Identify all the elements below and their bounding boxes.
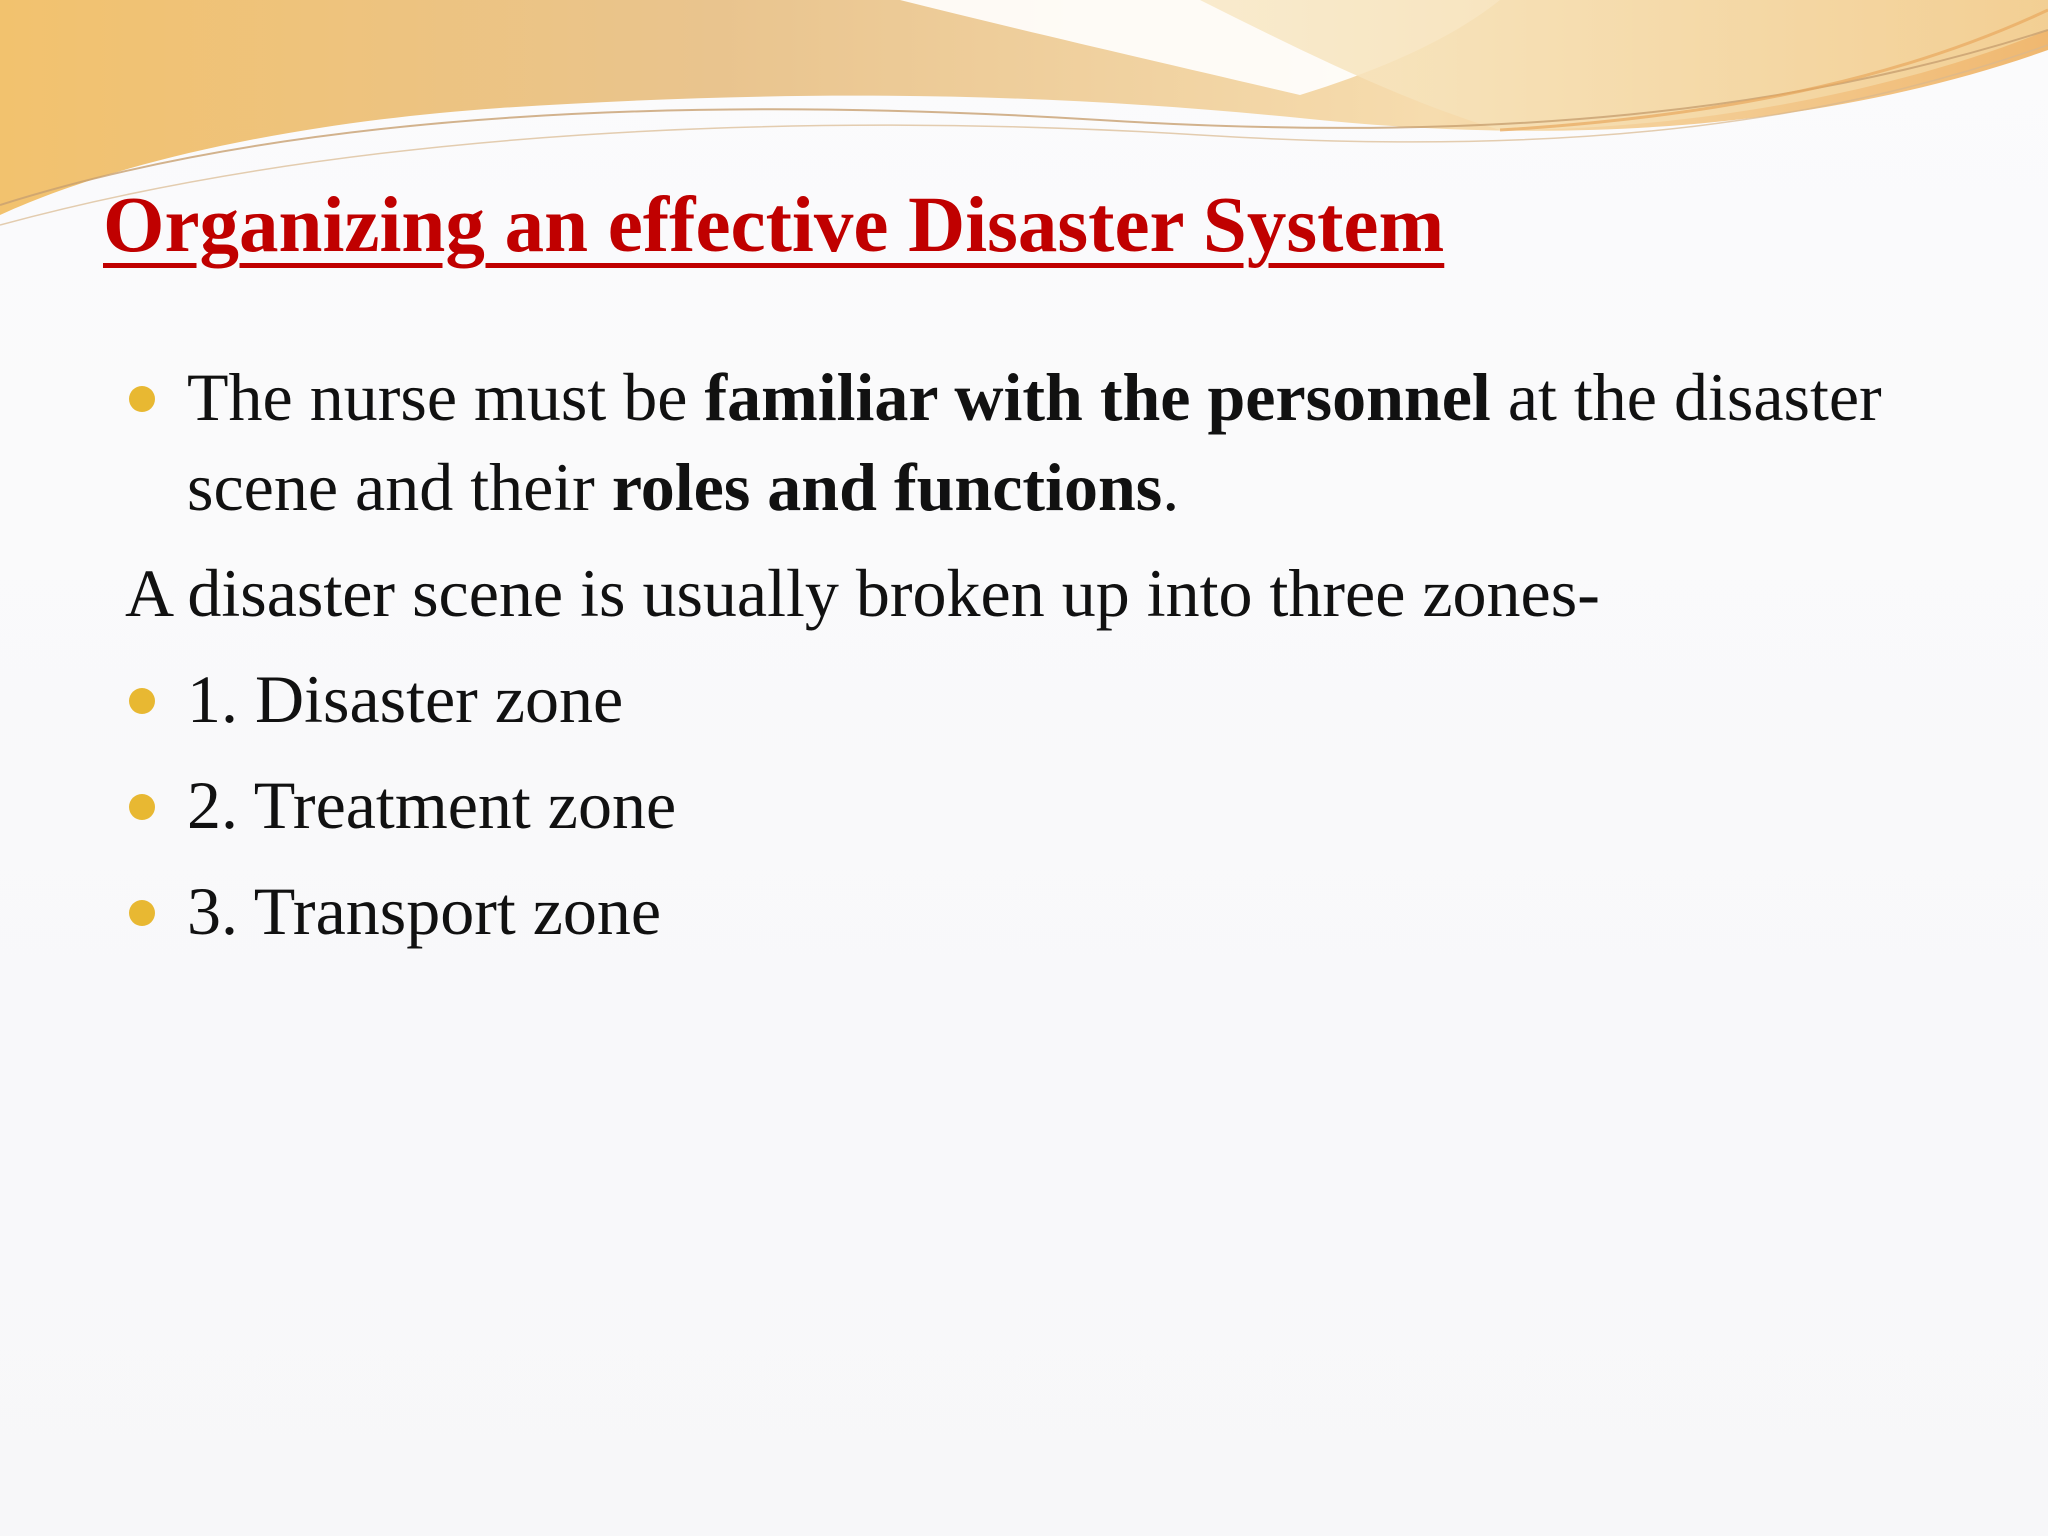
zone-label: 1. Disaster zone (187, 661, 624, 737)
bullet-dot-icon (129, 688, 155, 714)
bullet-item-disaster-zone (125, 654, 1985, 744)
slide-content (125, 352, 1985, 972)
intro-zones-text: A disaster scene is usually broken up into three zones- (125, 555, 1600, 631)
bullet1-bold-familiar: familiar with the personnel (704, 359, 1491, 435)
bullet-dot-icon (129, 900, 155, 926)
slide-title: Organizing an effective Disaster System (103, 182, 1445, 269)
bullet1-bold-roles: roles and functions (611, 449, 1163, 525)
bullet-item-personnel (125, 352, 1985, 532)
bullet-item-transport-zone (125, 866, 1985, 956)
bullet-dot-icon (129, 794, 155, 820)
bullet1-text-part2: at the disaster scene and their (187, 359, 1882, 525)
bullet1-text-part1: The nurse must be (187, 359, 705, 435)
bullet-item-treatment-zone (125, 760, 1985, 850)
bullet-dot-icon (129, 386, 155, 412)
bullet1-text-part3: . (1162, 449, 1180, 525)
zone-label: 3. Transport zone (187, 873, 662, 949)
zone-label: 2. Treatment zone (187, 767, 677, 843)
